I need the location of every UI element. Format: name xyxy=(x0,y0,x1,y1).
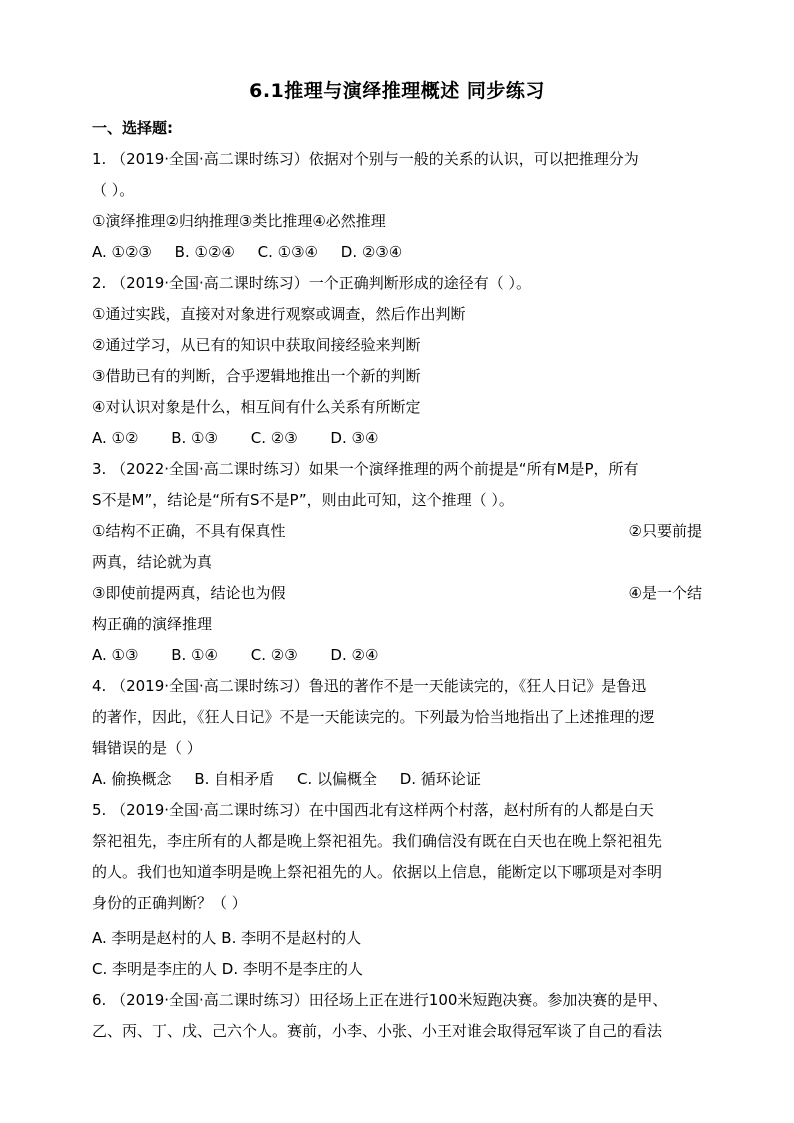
q4-option-b: B. 自相矛盾 xyxy=(194,770,275,788)
q5-stem-line4: 身份的正确判断？（ ） xyxy=(92,894,247,912)
q2-item-4: ④对认识对象是什么，相互间有什么关系有所断定 xyxy=(92,398,421,416)
q4-stem-line2: 的著作，因此，《狂人日记》不是一天能读完的。下列最为恰当地指出了上述推理的逻 xyxy=(92,708,655,726)
q1-stem-line1: 1. （2019·全国·高二课时练习）依据对个别与一般的关系的认识，可以把推理分为 xyxy=(92,150,639,168)
q5-stem-line3: 的人。我们也知道李明是晚上祭祀祖先的人。依据以上信息，能断定以下哪项是对李明 xyxy=(92,863,663,881)
q1-items: ①演绎推理②归纳推理③类比推理④必然推理 xyxy=(92,212,386,230)
q6-stem-line2: 乙、丙、丁、戊、己六个人。赛前，小李、小张、小王对谁会取得冠军谈了自己的看法 xyxy=(92,1022,663,1040)
q4-option-c: C. 以偏概全 xyxy=(296,770,377,788)
q2-item-1: ①通过实践，直接对对象进行观察或调查，然后作出判断 xyxy=(92,305,466,323)
q4-stem-line1: 4. （2019·全国·高二课时练习）鲁迅的著作不是一天能读完的，《狂人日记》是鲁迅 xyxy=(92,677,647,695)
q2-option-a: A. ①② xyxy=(92,429,139,447)
page-title: 6.1推理与演绎推理概述 同步练习 xyxy=(249,80,545,102)
q1-option-c: C. ①③④ xyxy=(257,243,318,261)
q2-item-3: ③借助已有的判断，合乎逻辑地推出一个新的判断 xyxy=(92,367,421,385)
q2-item-2: ②通过学习，从已有的知识中获取间接经验来判断 xyxy=(92,336,421,354)
q1-option-d: D. ②③④ xyxy=(340,243,403,261)
q3-item-2-cont: 两真，结论就为真 xyxy=(92,553,213,571)
q3-items-row2 xyxy=(92,583,702,603)
q3-option-c: C. ②③ xyxy=(250,646,298,664)
q3-stem-line2: S不是M”，结论是“所有S不是P”，则由此可知，这个推理（ ）。 xyxy=(92,491,514,509)
q5-stem-line1: 5. （2019·全国·高二课时练习）在中国西北有这样两个村落，赵村所有的人都是白天 xyxy=(92,801,654,819)
q2-options xyxy=(92,428,396,448)
q4-stem-line3: 辑错误的是（ ） xyxy=(92,739,202,757)
q3-stem-line1: 3. （2022·全国·高二课时练习）如果一个演绎推理的两个前提是“所有M是P，所有 xyxy=(92,460,639,478)
q3-option-b: B. ①④ xyxy=(171,646,218,664)
q3-items-row1 xyxy=(92,521,702,541)
q2-stem: 2. （2019·全国·高二课时练习）一个正确判断形成的途径有（ ）。 xyxy=(92,274,532,292)
q5-stem-line2: 祭祀祖先，李庄所有的人都是晚上祭祀祖先。我们确信没有既在白天也在晚上祭祀祖先 xyxy=(92,832,663,850)
q3-option-d: D. ②④ xyxy=(330,646,379,664)
q3-item-1: ①结构不正确，不具有保真性 xyxy=(92,522,286,540)
q4-options xyxy=(92,769,499,789)
q2-option-c: C. ②③ xyxy=(250,429,298,447)
q3-item-2-start: ②只要前提 xyxy=(628,522,702,540)
q3-item-4-start: ④是一个结 xyxy=(628,584,702,602)
q5-options-cd: C. 李明是李庄的人 D. 李明不是李庄的人 xyxy=(92,960,363,978)
section-heading: 一、选择题: xyxy=(92,119,173,137)
q1-options xyxy=(92,242,420,262)
q4-option-a: A. 偷换概念 xyxy=(92,770,172,788)
q3-option-a: A. ①③ xyxy=(92,646,139,664)
q3-item-3: ③即使前提两真，结论也为假 xyxy=(92,584,286,602)
q3-options xyxy=(92,645,396,665)
q4-option-d: D. 循环论证 xyxy=(399,770,481,788)
q1-option-a: A. ①②③ xyxy=(92,243,152,261)
q2-option-b: B. ①③ xyxy=(171,429,218,447)
q1-option-b: B. ①②④ xyxy=(174,243,235,261)
q2-option-d: D. ③④ xyxy=(330,429,379,447)
q3-item-4-cont: 构正确的演绎推理 xyxy=(92,615,213,633)
q6-stem-line1: 6. （2019·全国·高二课时练习）田径场上正在进行100米短跑决赛。参加决赛的是甲、 xyxy=(92,991,668,1009)
q5-options-ab: A. 李明是赵村的人 B. 李明不是赵村的人 xyxy=(92,929,362,947)
q1-stem-line2: （ ）。 xyxy=(92,181,135,199)
